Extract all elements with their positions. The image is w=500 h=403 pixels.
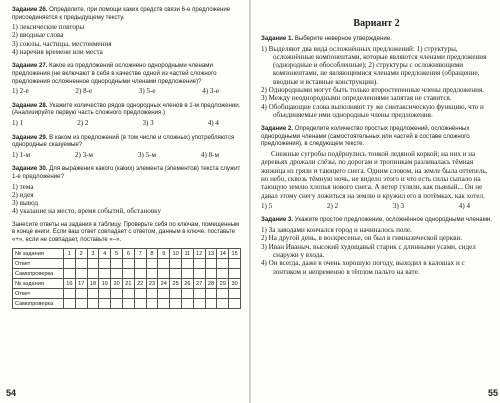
option-item: 3) 5-е [138,87,156,96]
option-item: 4) наречия времени или места [12,48,103,57]
task-text: Определите, при помощи каких средств связи 6-е предложение присоединяется к предыдущему тексту. [12,6,231,21]
answer-cell [75,259,87,269]
task-26 [12,6,241,56]
option-item: 3) Иван Иваныч, высокий худощавый старик с длинными усами, сидел снаружи у входа. [261,242,476,259]
right-page [251,0,500,403]
option-item: 2) 8-е [75,87,93,96]
answer-cell [87,289,99,299]
task-number-cell: 15 [229,249,241,259]
answer-cell [99,269,111,279]
answer-cell [158,289,170,299]
answer-cell [64,299,76,309]
task-2-options [261,202,492,211]
answer-cell [146,299,158,309]
task-3 [261,216,492,275]
option-item: 2) 2 [326,201,339,210]
option-item: 3) союзы, частицы, местоимения [12,39,112,48]
option-item: 3) Между неоднородными определениями запятая не ставится. [261,94,452,103]
row-label: № задания [13,279,64,289]
task-number-cell: 8 [146,249,158,259]
task-3-text: Укажите простое предложение, осложнённое однородными членами. [294,216,492,224]
answer-cell [181,289,193,299]
answer-cell [75,269,87,279]
task-text: В каком из предложений (в том числе и сложных) употребляются однородные сказуемые? [12,133,235,149]
option-item: 1) лексические повторы [12,23,85,32]
task-number-cell: 24 [158,279,170,289]
option-item: 3) 5-м [137,150,157,159]
row-label: № задания [13,249,64,259]
task-number-cell: 9 [158,249,170,259]
option-item: 4) Обобщающие слова выполняют ту же синтаксическую функцию, что и объединяемые ими однородные члены предложения. [261,102,484,119]
option-item: 4) Он всегда, даже в очень хорошую погоду, выходил в калошах и с зонтиком и непременно в тёплом пальто на вате. [261,259,465,276]
option-item: 2) идея [12,190,34,199]
task-number-cell: 19 [99,279,111,289]
option-item: 3) вывод [12,199,39,208]
task-text: Какое из предложений осложнено однородными членами предложения (не включают в себя в качестве одной из частей сложного предложения осложненное однородными членами предложение)? [12,62,217,85]
option-item: 4) 4 [458,201,470,210]
option-item: 4) 8-м [200,150,219,159]
answer-cell [146,259,158,269]
answer-cell [99,299,111,309]
task-1-heading [261,35,492,43]
task-text: Укажите количество рядов однородных членов в 1-м предложении. (Анализируйте первую часть сложного предложения.) [12,101,241,117]
page-number-right: 55 [487,388,498,398]
answer-cell [217,289,229,299]
task-2 [261,125,492,210]
task-1-title: Задание 1. [261,35,294,42]
answer-cell [193,289,205,299]
option-item: 4) указание на место, время событий, обстановку [12,207,162,216]
task-2-passage: Снежные сугробы подёрнулись тонкой ледяной коркой; на них и на деревьях дрожали слёзы, по дорогам и тропинкам разливалась тёмная жижица из грязи и тающего снега. Одним словом, на земле была оттепель, но небо, сквозь тёмную ночь, не видело этого и что есть силы сыпало на тающую землю хлопья нового снега. А ветер гуляли, как пьяный... Он не давал этому снегу ложиться на землю и кружил его в потёмках, как хотел. [261,150,488,200]
task-number-cell: 10 [170,249,182,259]
task-30 [12,165,241,215]
answer-cell [229,259,241,269]
answer-cell [158,259,170,269]
task-1-text: Выберите неверное утверждение. [294,35,392,42]
task-heading [12,165,241,180]
task-number-cell: 18 [87,279,99,289]
answer-cell [217,299,229,309]
option-item: 1) 5 [261,201,273,210]
task-3-title: Задание 3. [261,216,294,224]
answer-cell [87,299,99,309]
option-item: 3) 3 [392,201,405,210]
row-label: Самопроверка [13,269,64,279]
task-number-cell: 1 [64,249,76,259]
answer-cell [205,269,217,279]
task-title: Задание 29. [12,133,48,141]
task-options [12,119,241,128]
left-page [0,0,249,403]
task-number-cell: 3 [87,249,99,259]
answer-cell [229,289,241,299]
task-number-cell: 17 [75,279,87,289]
answer-cell [229,269,241,279]
task-number-cell: 22 [134,279,146,289]
option-item: 2) вводные слова [12,31,64,40]
option-item: 1) тема [12,182,34,191]
answer-cell [134,269,146,279]
task-number-cell: 14 [217,249,229,259]
task-number-cell: 25 [170,279,182,289]
answer-cell [111,259,123,269]
answer-cell [64,269,76,279]
task-1-options [261,45,492,120]
option-item: 4) 3-е [202,87,219,96]
answer-cell [193,299,205,309]
task-number-cell: 21 [122,279,134,289]
variant-title: Вариант 2 [353,18,400,29]
row-label: Ответ [13,289,64,299]
task-2-text: Определите количество простых предложений, осложнённых однородными членами (самостоятельных или частей в составе сложного предложения), в следующем тексте. [261,125,470,148]
task-heading [12,102,241,117]
answer-cell [87,259,99,269]
answer-cell [134,299,146,309]
answer-cell [111,299,123,309]
answer-cell [87,269,99,279]
task-number-cell: 27 [193,279,205,289]
task-number-cell: 4 [99,249,111,259]
task-title: Задание 28. [12,101,48,109]
answer-cell [217,259,229,269]
table-row [13,299,241,309]
answer-cell [122,299,134,309]
task-title: Задание 26. [12,6,48,13]
answer-table [12,248,241,309]
task-heading [12,62,241,85]
answer-cell [205,289,217,299]
answer-cell [64,289,76,299]
task-title: Задание 30. [12,165,48,173]
answer-cell [170,289,182,299]
table-row [13,269,241,279]
answer-cell [181,269,193,279]
row-label: Самопроверка [13,299,64,309]
option-item: 2) Однородными могут быть только второстепенные члены предложения. [261,86,484,95]
task-3-options [261,226,492,276]
answer-cell [134,289,146,299]
option-item: 2) 2 [77,118,89,127]
answer-cell [99,259,111,269]
answer-cell [146,289,158,299]
answer-cell [64,259,76,269]
answer-cell [193,259,205,269]
task-options [12,23,241,56]
table-row [13,279,241,289]
answer-cell [111,269,123,279]
answer-cell [229,299,241,309]
task-28 [12,102,241,128]
task-heading [12,134,241,149]
answer-cell [158,269,170,279]
answer-cell [99,289,111,299]
task-number-cell: 20 [111,279,123,289]
task-number-cell: 23 [146,279,158,289]
answer-cell [158,299,170,309]
answer-cell [193,269,205,279]
task-number-cell: 12 [193,249,205,259]
task-27 [12,62,241,95]
answer-cell [122,269,134,279]
answer-cell [75,299,87,309]
option-item: 2) 3-м [74,150,94,159]
task-3-heading [261,216,492,224]
option-item: 1) 2-е [12,87,29,96]
task-number-cell: 11 [181,249,193,259]
task-heading [12,6,241,21]
task-options [12,151,241,160]
task-number-cell: 13 [205,249,217,259]
left-task-list [12,6,241,216]
table-row [13,289,241,299]
task-number-cell: 2 [75,249,87,259]
answer-cell [134,259,146,269]
task-title: Задание 27. [12,62,48,70]
option-item: 1) За заводами кончался город и начиналось поле. [261,226,412,235]
option-item: 3) 3 [142,118,154,127]
option-item: 1) 1 [12,118,24,127]
task-options [12,87,241,96]
task-options [12,183,241,216]
table-row [13,259,241,269]
option-item: 4) 4 [207,118,219,127]
answer-cell [111,289,123,299]
task-2-heading [261,125,492,148]
answer-cell [205,299,217,309]
table-row [13,249,241,259]
answer-cell [181,259,193,269]
task-number-cell: 5 [111,249,123,259]
answer-cell [170,259,182,269]
answer-cell [181,299,193,309]
answer-cell [205,259,217,269]
answer-cell [75,289,87,299]
answer-cell [217,269,229,279]
task-number-cell: 29 [217,279,229,289]
task-2-title: Задание 2. [261,125,294,133]
answer-cell [170,269,182,279]
task-number-cell: 6 [122,249,134,259]
answer-cell [170,299,182,309]
table-instructions: Занесите ответы на задания в таблицу. Проверьте себя по ключам, помещенным в конце книги. Если ваш ответ совпадает с ответом, данным в ключе, поставьте «+», если не совпадает, поставьте «–». [12,221,240,243]
option-item: 1) 1-м [12,150,31,159]
page-number-left: 54 [6,388,17,398]
answer-cell [122,289,134,299]
option-item: 1) Выделяют два вида осложнённых предложений: 1) структуры, осложнённые компонентами, которые являются членами предложения (однородные и обособленные); 2) структуры с осложняющими компонентами, не являющимися членами предложения (обращение, вводные и вставные конструкции). [261,44,487,86]
task-29 [12,134,241,160]
task-1 [261,35,492,119]
task-number-cell: 30 [229,279,241,289]
option-item: 2) На другой день, в воскресенье, он был в гимназической церкви. [261,234,463,243]
task-number-cell: 28 [205,279,217,289]
answer-cell [122,259,134,269]
row-label: Ответ [13,259,64,269]
task-text: Для выражения какого (каких) элемента (элементов) текста служит 1-е предложение? [12,165,241,180]
answer-cell [146,269,158,279]
task-number-cell: 26 [181,279,193,289]
task-number-cell: 7 [134,249,146,259]
task-number-cell: 16 [64,279,76,289]
